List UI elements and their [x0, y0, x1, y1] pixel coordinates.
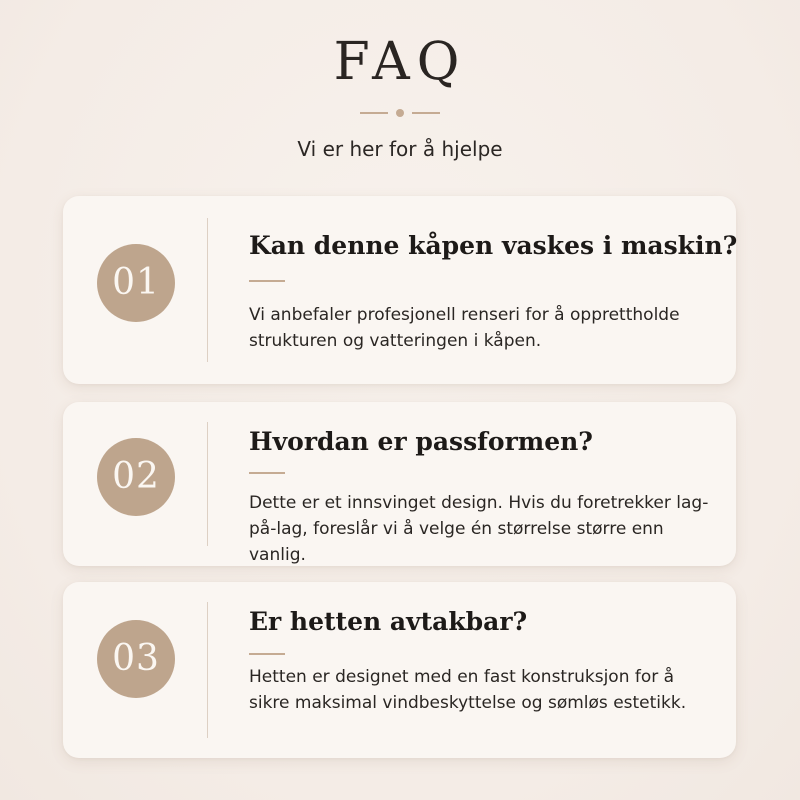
faq-answer: Hetten er designet med en fast konstruksjon for å sikre maksimal vindbeskyttelse og sømløs estetikk. — [249, 667, 687, 713]
faq-card-3[interactable] — [63, 582, 736, 758]
divider-line-left — [360, 112, 388, 114]
card-separator — [207, 422, 208, 546]
faq-card-1[interactable] — [63, 196, 736, 384]
page-title: FAQ — [333, 32, 467, 92]
question-underline — [249, 280, 285, 282]
faq-question: Kan denne kåpen vaskes i maskin? — [249, 231, 738, 260]
faq-number-badge: 01 — [97, 244, 175, 322]
question-underline — [249, 653, 285, 655]
faq-question: Hvordan er passformen? — [249, 427, 593, 456]
question-underline — [249, 472, 285, 474]
divider-line-right — [412, 112, 440, 114]
faq-answer: Vi anbefaler profesjonell renseri for å opprettholde strukturen og vatteringen i kåpen. — [249, 305, 680, 351]
faq-card-2[interactable] — [63, 402, 736, 566]
faq-number-badge: 02 — [97, 438, 175, 516]
faq-answer: Dette er et innsvinget design. Hvis du foretrekker lag-på-lag, foreslår vi å velge én størrelse større enn vanlig. — [249, 493, 709, 565]
page-subtitle: Vi er her for å hjelpe — [297, 137, 503, 161]
card-separator — [207, 602, 208, 738]
faq-header — [0, 30, 800, 162]
title-divider — [360, 108, 440, 118]
card-separator — [207, 218, 208, 362]
faq-question: Er hetten avtakbar? — [249, 607, 528, 636]
faq-number-badge: 03 — [97, 620, 175, 698]
divider-dot — [396, 109, 404, 117]
